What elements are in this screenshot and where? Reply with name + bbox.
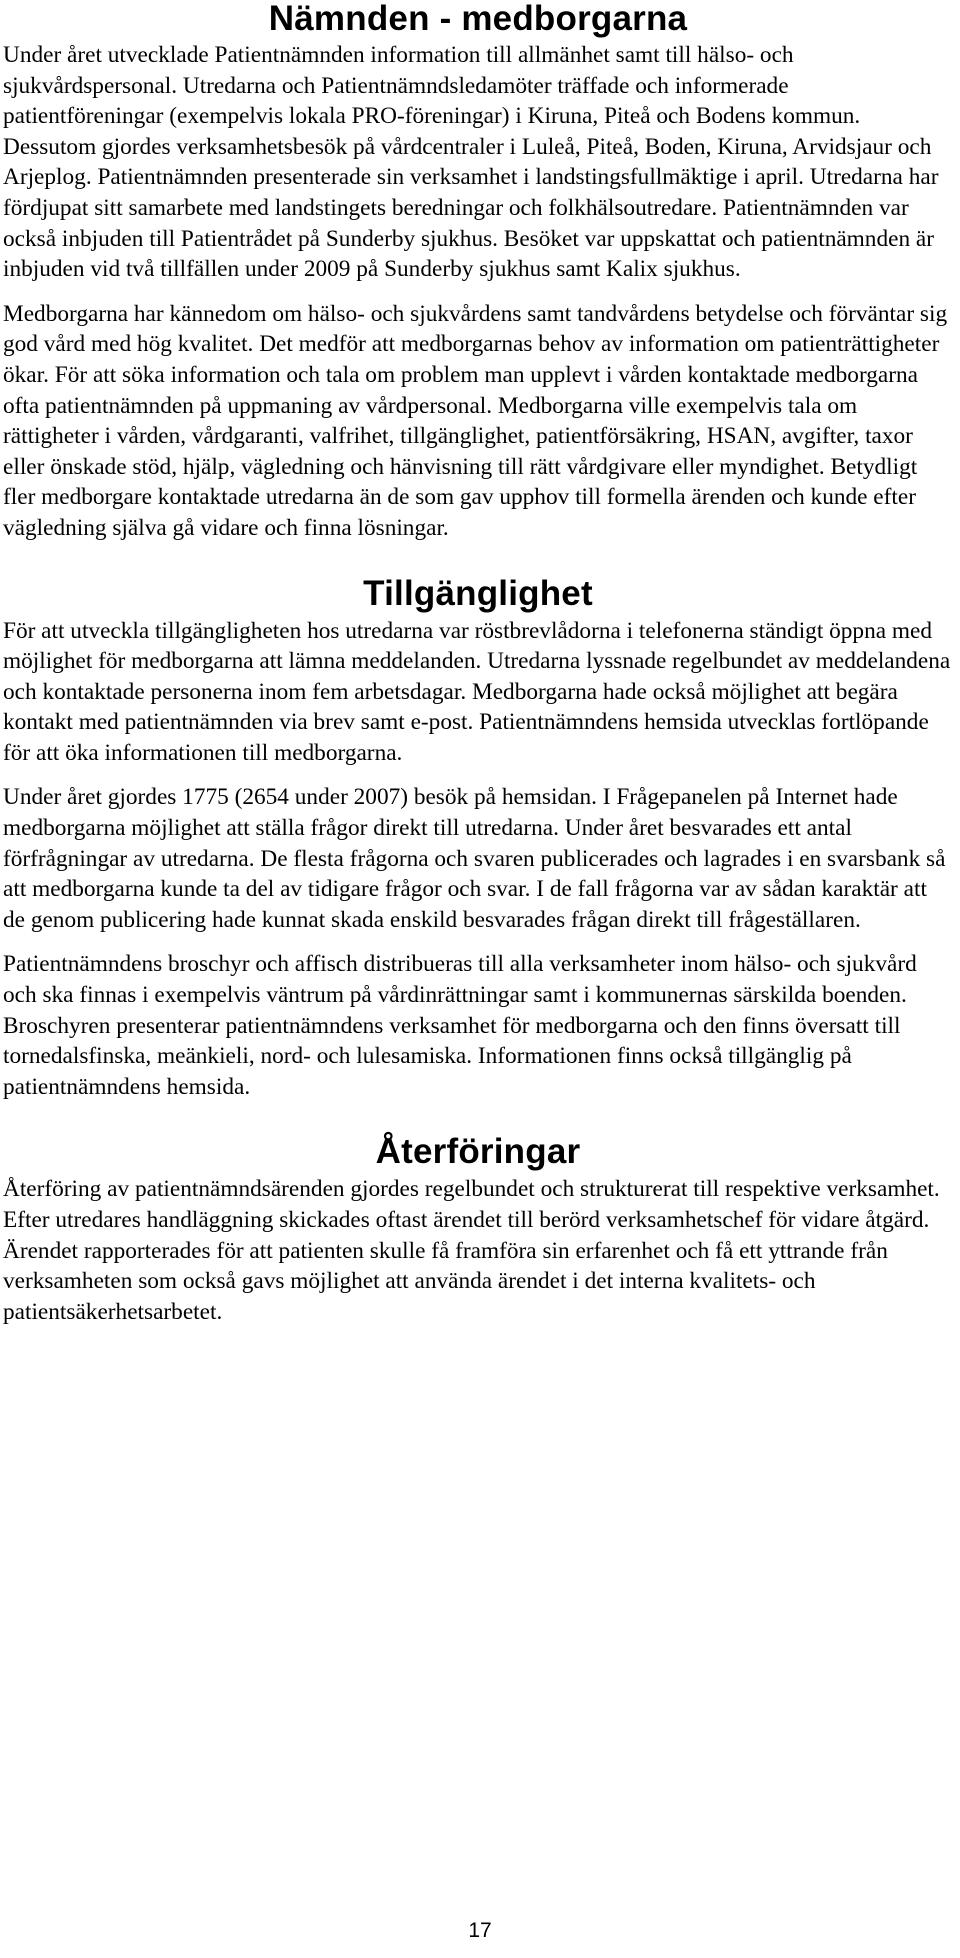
paragraph: Under året utvecklade Patientnämnden information till allmänhet samt till hälso- och sjukvårdspersonal. Utredarna och Patientnämndsledamöter träffade och informerade patientföreningar (exempelvis lokala PRO-föreningar) i Kiruna, Piteå och Bodens kommun. Dessutom gjordes verksamhetsbesök på vårdcentraler i Luleå, Piteå, Boden, Kiruna, Arvidsjaur och Arjeplog. Patientnämnden presenterade sin verksamhet i landstingsfullmäktige i april. Utredarna har fördjupat sitt samarbete med landstingets beredningar och folkhälsoutredare. Patientnämnden var också inbjuden till Patientrådet på Sunderby sjukhus. Besöket var uppskattat och patientnämnden är inbjuden vid två tillfällen under 2009 på Sunderby sjukhus samt Kalix sjukhus. [3,42,939,283]
section-heading-namnden-medborgarna: Nämnden - medborgarna [268,0,688,38]
paragraph: Under året gjordes 1775 (2654 under 2007) besök på hemsidan. I Frågepanelen på Internet hade medborgarna möjlighet att ställa frågor direkt till utredarna. Under året besvarades ett antal förfrågningar av utredarna. De flesta frågorna och svaren publicerades och lagrades i en svarsbank så att medborgarna kunde ta del av tidigare frågor och svar. I de fall frågorna var av sådan karaktär att de genom publicering hade kunnat skada enskild besvarades frågan direkt till frågeställaren. [3,784,946,933]
paragraph: Återföring av patientnämndsärenden gjordes regelbundet och strukturerat till respektive verksamhet. Efter utredares handläggning skickades oftast ärendet till berörd verksamhetschef för vidare åtgärd. Ärendet rapporterades för att patienten skulle få framföra sin erfarenhet och få ett yttrande från verksamheten som också gavs möjlighet att använda ärendet i det interna kvalitets- och patientsäkerhetsarbetet. [3,1176,940,1325]
section-heading-tillganglighet: Tillgänglighet [363,573,593,613]
paragraph: Patientnämndens broschyr och affisch distribueras till alla verksamheter inom hälso- och sjukvård och ska finnas i exempelvis väntrum på vårdinrättningar samt i kommunernas särskilda boenden. Broschyren presenterar patientnämndens verksamhet för medborgarna och den finns översatt till tornedalsfinska, meänkieli, nord- och lulesamiska. Informationen finns också tillgänglig på patientnämndens hemsida. [3,951,917,1100]
paragraph: För att utveckla tillgängligheten hos utredarna var röstbrevlådorna i telefonerna ständigt öppna med möjlighet för medborgarna att lämna meddelanden. Utredarna lyssnade regelbundet av meddelandena och kontaktade personerna inom fem arbetsdagar. Medborgarna hade också möjlighet att begära kontakt med patientnämnden via brev samt e-post. Patientnämndens hemsida utvecklas fortlöpande för att öka informationen till medborgarna. [3,617,951,766]
paragraph: Medborgarna har kännedom om hälso- och sjukvårdens samt tandvårdens betydelse och förväntar sig god vård med hög kvalitet. Det medför att medborgarnas behov av information om patienträttigheter ökar. För att söka information och tala om problem man upplevt i vården kontaktade medborgarna ofta patientnämnden på uppmaning av vårdpersonal. Medborgarna ville exempelvis tala om rättigheter i vården, vårdgaranti, valfrihet, tillgänglighet, patientförsäkring, HSAN, avgifter, taxor eller önskade stöd, hjälp, vägledning och hänvisning till rätt vårdgivare eller myndighet. Betydligt fler medborgare kontaktade utredarna än de som gav upphov till formella ärenden och kunde efter vägledning själva gå vidare och finna lösningar. [3,300,948,541]
document-page [3,0,953,1341]
section-heading-aterforingar: Återföringar [375,1132,581,1172]
page-number: 17 [468,1919,492,1942]
